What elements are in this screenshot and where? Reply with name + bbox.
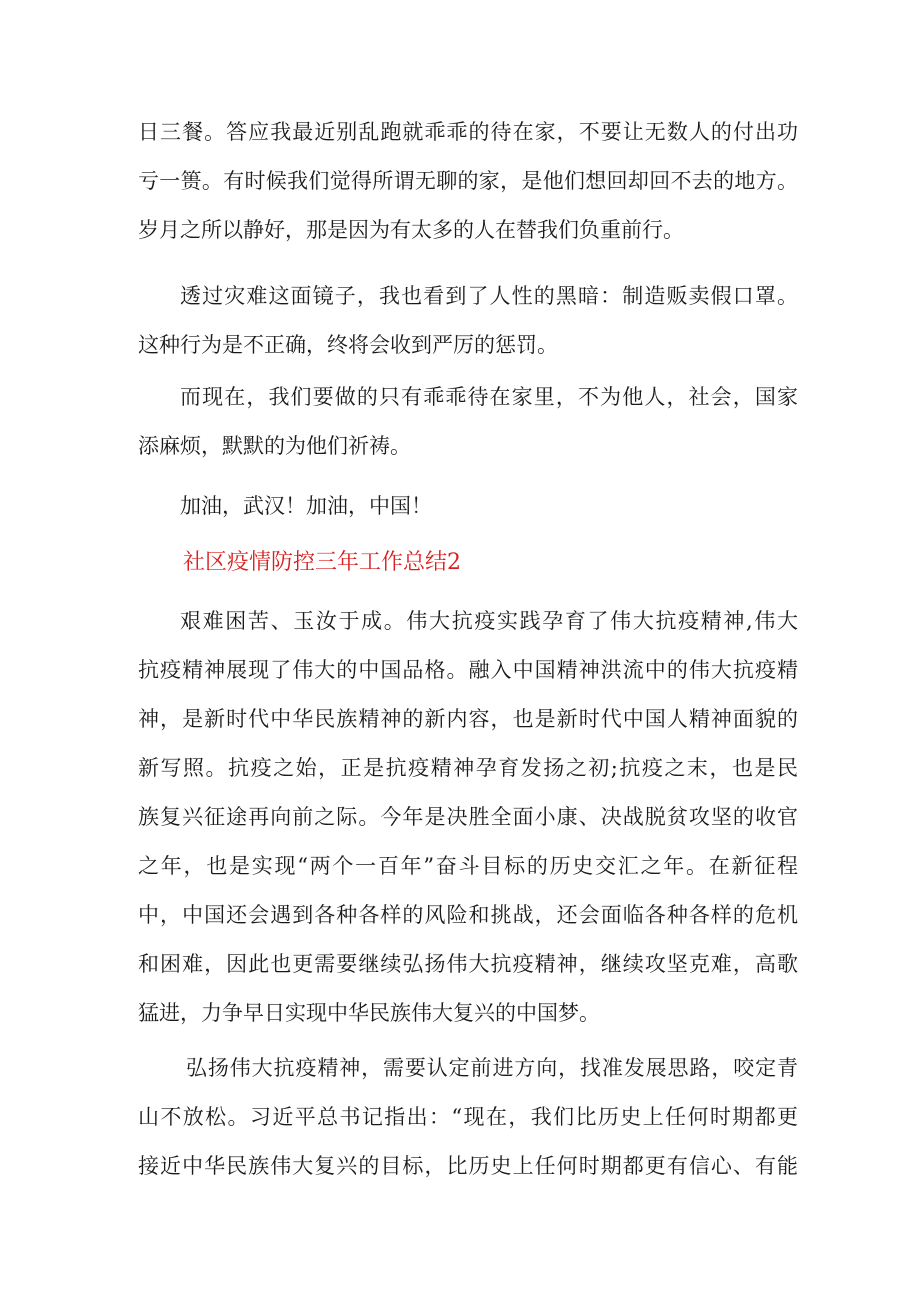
paragraph-line: 中，中国还会遇到各种各样的风险和挑战，还会面临各种各样的危机: [138, 903, 798, 927]
paragraph: [138, 272, 798, 370]
paragraph: [138, 373, 798, 471]
paragraph-line: 日三餐。答应我最近别乱跑就乖乖的待在家，不要让无数人的付出功: [138, 120, 798, 144]
paragraph-line: 山不放松。习近平总书记指出：“现在，我们比历史上任何时期都更: [138, 1105, 798, 1129]
paragraph-line: 这种行为是不正确，终将会收到严厉的惩罚。: [138, 333, 558, 357]
paragraph: [138, 1044, 798, 1191]
paragraph-line: 新写照。抗疫之始，正是抗疫精神孕育发扬之初;抗疫之末，也是民: [138, 756, 798, 780]
paragraph-line: 神，是新时代中华民族精神的新内容，也是新时代中国人精神面貌的: [138, 707, 798, 731]
paragraph-line: 艰难困苦、玉汝于成。伟大抗疫实践孕育了伟大抗疫精神,伟大: [180, 609, 798, 633]
paragraph: [138, 597, 798, 1038]
paragraph-line: 抗疫精神展现了伟大的中国品格。融入中国精神洪流中的伟大抗疫精: [138, 658, 798, 682]
paragraph-line: 接近中华民族伟大复兴的目标，比历史上任何时期都更有信心、有能: [138, 1154, 798, 1178]
paragraph: [138, 482, 798, 531]
paragraph-line: 族复兴征途再向前之际。今年是决胜全面小康、决战脱贫攻坚的收官: [138, 805, 798, 829]
paragraph-line: 岁月之所以静好，那是因为有太多的人在替我们负重前行。: [138, 218, 684, 242]
paragraph-line: 弘扬伟大抗疫精神，需要认定前进方向，找准发展思路，咬定青: [186, 1056, 798, 1080]
paragraph-line: 亏一篑。有时候我们觉得所谓无聊的家，是他们想回却回不去的地方。: [138, 169, 798, 193]
paragraph-line: 添麻烦，默默的为他们祈祷。: [138, 434, 411, 458]
paragraph-line: 猛进，力争早日实现中华民族伟大复兴的中国梦。: [138, 1001, 600, 1025]
paragraph-line: 透过灾难这面镜子，我也看到了人性的黑暗：制造贩卖假口罩。: [180, 284, 798, 308]
paragraph: [138, 108, 798, 255]
paragraph-line: 加油，武汉！加油，中国！: [180, 494, 432, 518]
paragraph-line: 之年，也是实现“两个一百年”奋斗目标的历史交汇之年。在新征程: [138, 854, 798, 878]
paragraph-line: 而现在，我们要做的只有乖乖待在家里，不为他人，社会，国家: [180, 385, 798, 409]
section-title: 社区疫情防控三年工作总结2: [183, 550, 461, 575]
paragraph-line: 和困难，因此也更需要继续弘扬伟大抗疫精神，继续攻坚克难，高歌: [138, 952, 798, 976]
